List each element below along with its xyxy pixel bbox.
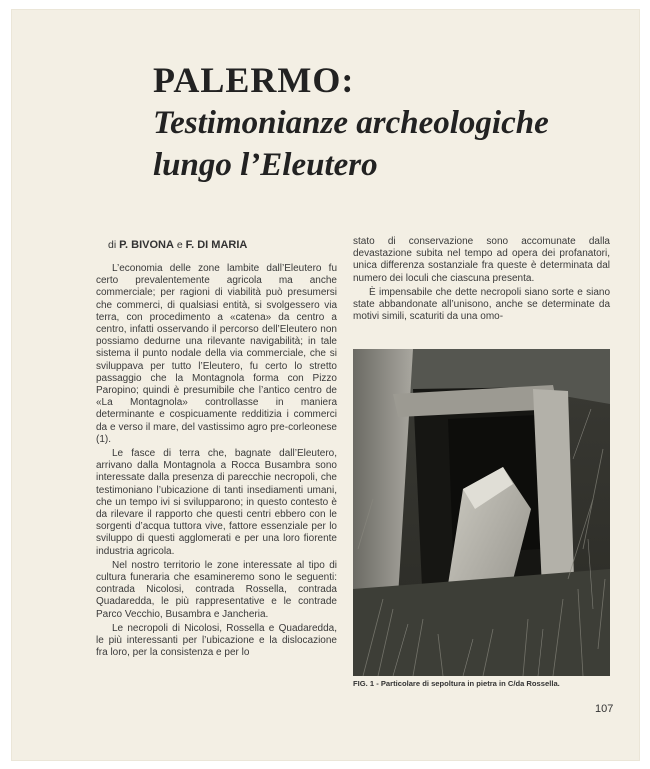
page-number: 107	[595, 703, 614, 715]
paragraph: L’economia delle zone lambite dall’Eleutero fu certo prevalentemente agricola ma anche commerciale; per ragioni di viabilità può presumersi che commerci, di qualsiasi entità, si svolgessero via terra, con procedimento a «catena» da centro a centro, infatti osservando il percorso dell’Eleutero non possiamo dedurne una rilevante navigabilità; in tale sistema il punto nodale della via commerciale, che si sviluppava per tutto l’Eleutero, fu certo lo stretto passaggio che la Montagnola forma con Pizzo Paropino; quindi è presumibile che l’antico centro de «La Montagnola» controllasse in maniera determinante e cospicuamente redditizia i commerci da e verso il mare, del vastissimo agro pre-corleonese (1).	[96, 263, 337, 445]
article-title: PALERMO:	[153, 60, 355, 100]
byline-conjunction: e	[176, 239, 183, 251]
figure-caption: FIG. 1 - Particolare di sepoltura in pietra in C/da Rossella.	[353, 679, 560, 688]
paragraph: È impensabile che dette necropoli siano sorte e siano state abbandonate all’unisono, anche se determinate da motivi simili, scaturiti da una omo-	[353, 286, 610, 323]
author-2: F. DI MARIA	[185, 239, 248, 251]
right-column	[353, 236, 610, 325]
paragraph: stato di conservazione sono accomunate dalla devastazione subita nel tempo ad opera dei profanatori, unica differenza sostanziale fra queste è determinata dal numero dei loculi che ciascuna presenta.	[353, 236, 610, 284]
author-1: P. BIVONA	[119, 239, 174, 251]
article-subtitle-line-2: lungo l’Eleutero	[153, 147, 378, 183]
byline-prefix: di	[108, 239, 117, 251]
paragraph: Le fasce di terra che, bagnate dall’Eleutero, arrivano dalla Montagnola a Rocca Busambra sono interessate dalla presenza di parecchie necropoli, che testimoniano l’ubicazione di tanti insediamenti umani, che un tempo ivi si svilupparono; in questo contesto è da rilevare il rapporto che questi centri ebbero con le sorgenti d’acqua tuttora vive, fattore essenziale per lo sviluppo di questi agglomerati e per una loro fiorente industria agricola.	[96, 448, 337, 557]
article-subtitle-line-1: Testimonianze archeologiche	[153, 105, 549, 141]
paragraph: Nel nostro territorio le zone interessate al tipo di cultura funeraria che esamineremo sono le seguenti: contrada Nicolosi, contrada Rossella, contrada Quadaredda, le più rappresentative e le contrade Parco Vecchio, Busambra e Jancheria.	[96, 559, 337, 620]
left-column	[96, 263, 337, 662]
document-page	[11, 9, 640, 761]
figure-photo	[353, 349, 610, 676]
byline	[108, 239, 247, 251]
paragraph: Le necropoli di Nicolosi, Rossella e Quadaredda, le più interessanti per l’ubicazione e la dislocazione fra loro, per la consistenza e per lo	[96, 622, 337, 659]
